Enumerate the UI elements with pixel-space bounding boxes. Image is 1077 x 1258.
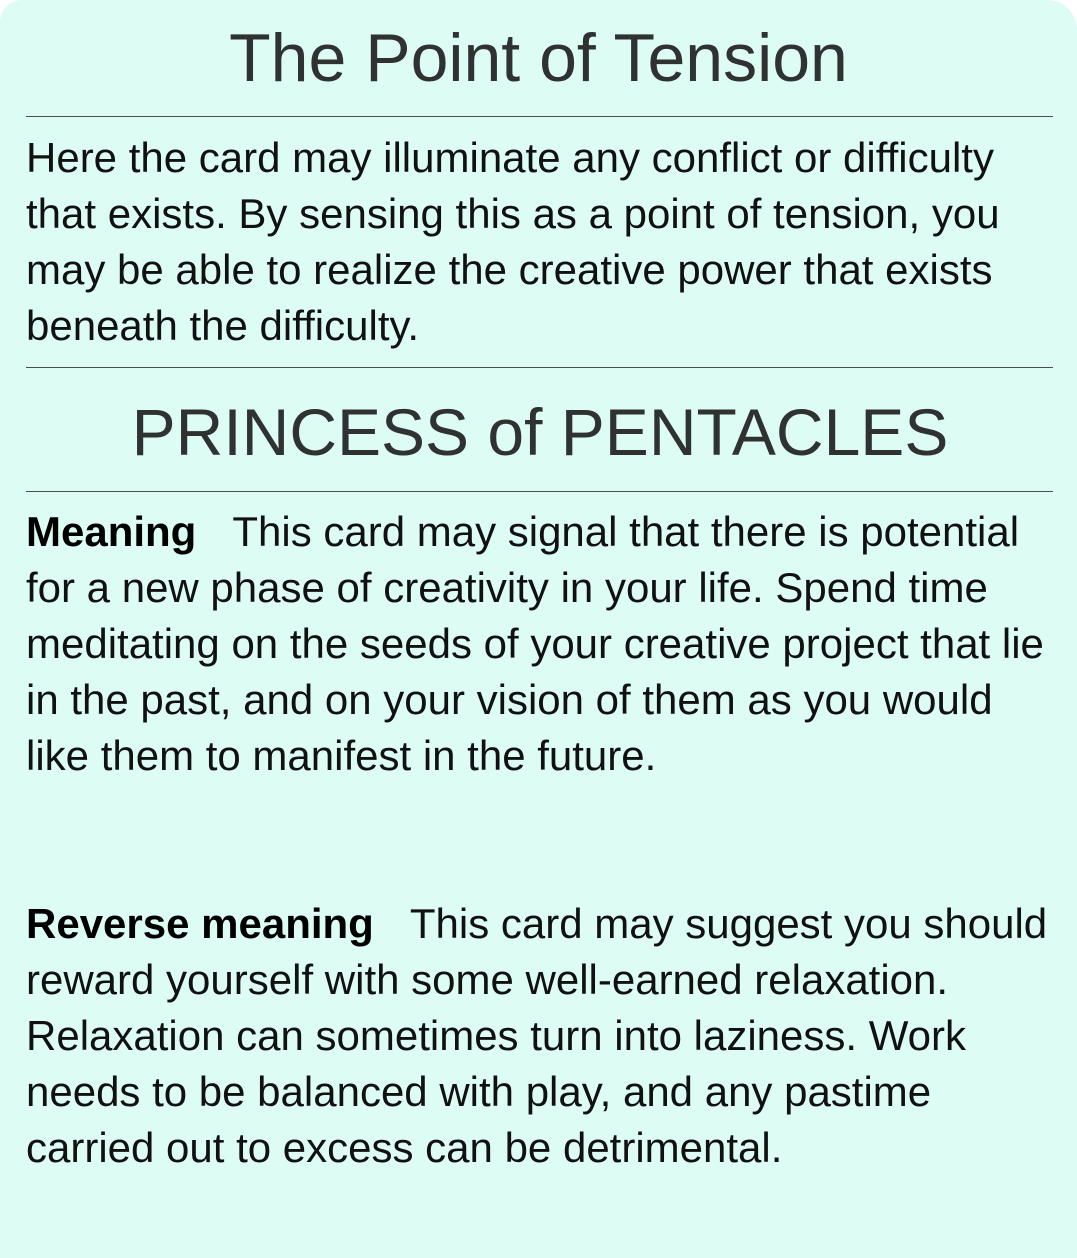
divider [26,116,1053,117]
meaning-paragraph [26,504,1061,784]
divider [26,491,1053,492]
reverse-meaning-label: Reverse meaning [26,900,374,947]
position-title: The Point of Tension [229,20,848,96]
reverse-meaning-text: This card may suggest you should reward yourself with some well-earned relaxation. Relaxation can sometimes turn into laziness. Work needs to be balanced with play, and any pastime carried out to excess can be detrimental. [26,900,1048,1171]
meaning-label: Meaning [26,508,197,555]
divider [26,367,1053,368]
meaning-text: This card may signal that there is potential for a new phase of creativity in your life. Spend time meditating on the seeds of your creative project that lie in the past, and on your vision of them as you would like them to manifest in the future. [26,508,1044,779]
reverse-meaning-paragraph [26,896,1061,1176]
position-description: Here the card may illuminate any conflict or difficulty that exists. By sensing this as a point of tension, you may be able to realize the creative power that exists beneath the difficulty. [26,134,1000,349]
card-name: PRINCESS of PENTACLES [131,395,949,469]
